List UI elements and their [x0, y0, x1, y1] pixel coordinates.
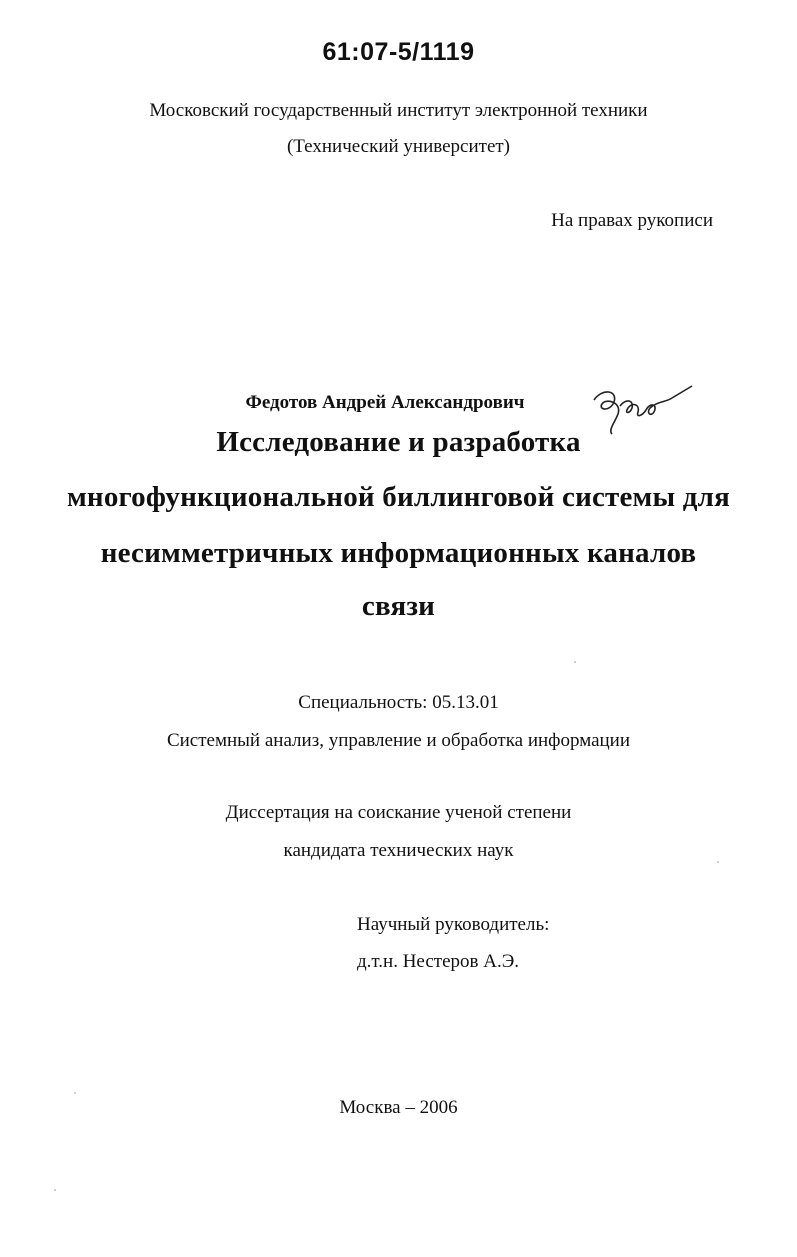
institution-subtitle: (Технический университет) [286, 136, 511, 157]
title-line-2: многофункциональной биллинговой системы для [66, 481, 731, 513]
place-year: Москва – 2006 [339, 1097, 458, 1118]
title-line-1: Исследование и разработка [216, 426, 581, 458]
title-line-4: связи [361, 590, 436, 622]
specialty-name: Системный анализ, управление и обработка информации [166, 730, 631, 751]
registry-code: 61:07-5/1119 [322, 38, 475, 66]
specialty-code: Специальность: 05.13.01 [298, 692, 499, 713]
manuscript-rights: На правах рукописи [551, 210, 713, 231]
author-name: Федотов Андрей Александрович [245, 392, 525, 413]
supervisor-name: д.т.н. Нестеров А.Э. [357, 951, 519, 972]
title-line-3: несимметричных информационных каналов [100, 537, 697, 569]
degree-line-2: кандидата технических наук [283, 840, 514, 861]
institution-name: Московский государственный институт электронной техники [149, 100, 648, 121]
degree-line-1: Диссертация на соискание ученой степени [225, 802, 572, 823]
supervisor-label: Научный руководитель: [357, 914, 550, 935]
